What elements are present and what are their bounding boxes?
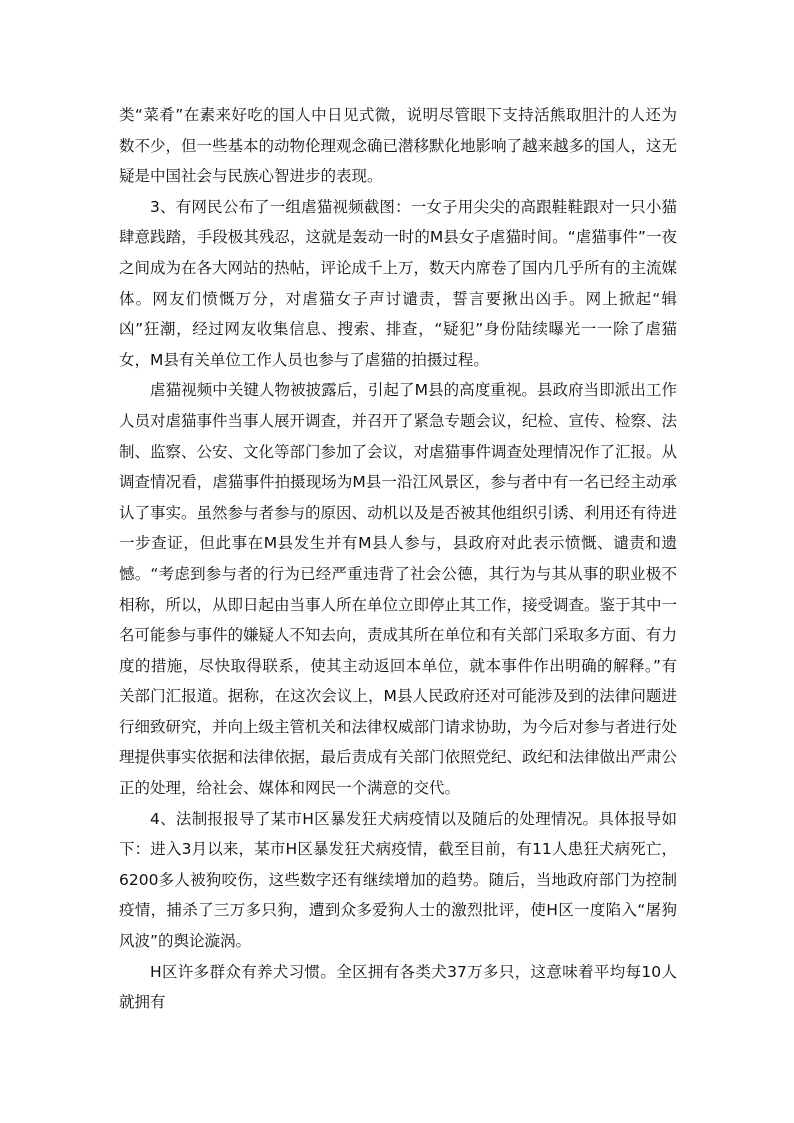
paragraph-4: 4、法制报报导了某市H区暴发狂犬病疫情以及随后的处理情况。具体报导如下：进入3月以来，某市H区暴发狂犬病疫情，截至目前，有11人患狂犬病死亡，6200多人被狗咬伤，这些数字还有继续增加的趋势。随后，当地政府部门为控制疫情，捕杀了三万多只狗，遭到众多爱狗人士的激烈批评，使H区一度陷入“屠狗风波”的舆论漩涡。 xyxy=(119,809,677,951)
document-body xyxy=(119,100,677,1018)
paragraph-3: 虐猫视频中关键人物被披露后，引起了M县的高度重视。县政府当即派出工作人员对虐猫事件当事人展开调查，并召开了紧急专题会议，纪检、宣传、检察、法制、监察、公安、文化等部门参加了会议，对虐猫事件调查处理情况作了汇报。从调查情况看，虐猫事件拍摄现场为M县一沿江风景区，参与者中有一名已经主动承认了事实。虽然参与者参与的原因、动机以及是否被其他组织引诱、利用还有待进一步查证，但此事在M县发生并有M县人参与，县政府对此表示愤慨、谴责和遗憾。“考虑到参与者的行为已经严重违背了社会公德，其行为与其从事的职业极不相称，所以，从即日起由当事人所在单位立即停止其工作，接受调查。鉴于其中一名可能参与事件的嫌疑人不知去向，责成其所在单位和有关部门采取多方面、有力度的措施，尽快取得联系，使其主动返回本单位，就本事件作出明确的解释。”有关部门汇报道。据称，在这次会议上，M县人民政府还对可能涉及到的法律问题进行细致研究，并向上级主管机关和法律权威部门请求协助，为今后对参与者进行处理提供事实依据和法律依据，最后责成有关部门依照党纪、政纪和法律做出严肃公正的处理，给社会、媒体和网民一个满意的交代。 xyxy=(119,381,678,798)
paragraph-5: H区许多群众有养犬习惯。全区拥有各类犬37万多只，这意味着平均每10人就拥有 xyxy=(119,962,677,1012)
paragraph-2: 3、有网民公布了一组虐猫视频截图：一女子用尖尖的高跟鞋鞋跟对一只小猫肆意践踏，手段极其残忍，这就是轰动一时的M县女子虐猫时间。“虐猫事件”一夜之间成为在各大网站的热帖，评论成千上万，数天内席卷了国内几乎所有的主流媒体。网友们愤慨万分，对虐猫女子声讨谴责，誓言要揪出凶手。网上掀起“辑凶”狂潮，经过网友收集信息、搜索、排查，“疑犯”身份陆续曝光一一除了虐猫女，M县有关单位工作人员也参与了虐猫的拍摄过程。 xyxy=(119,197,678,369)
paragraph-1: 类“菜肴”在素来好吃的国人中日见式微，说明尽管眼下支持活熊取胆汁的人还为数不少，但一些基本的动物伦理观念确已潜移默化地影响了越来越多的国人，这无疑是中国社会与民族心智进步的表现。 xyxy=(119,106,678,186)
